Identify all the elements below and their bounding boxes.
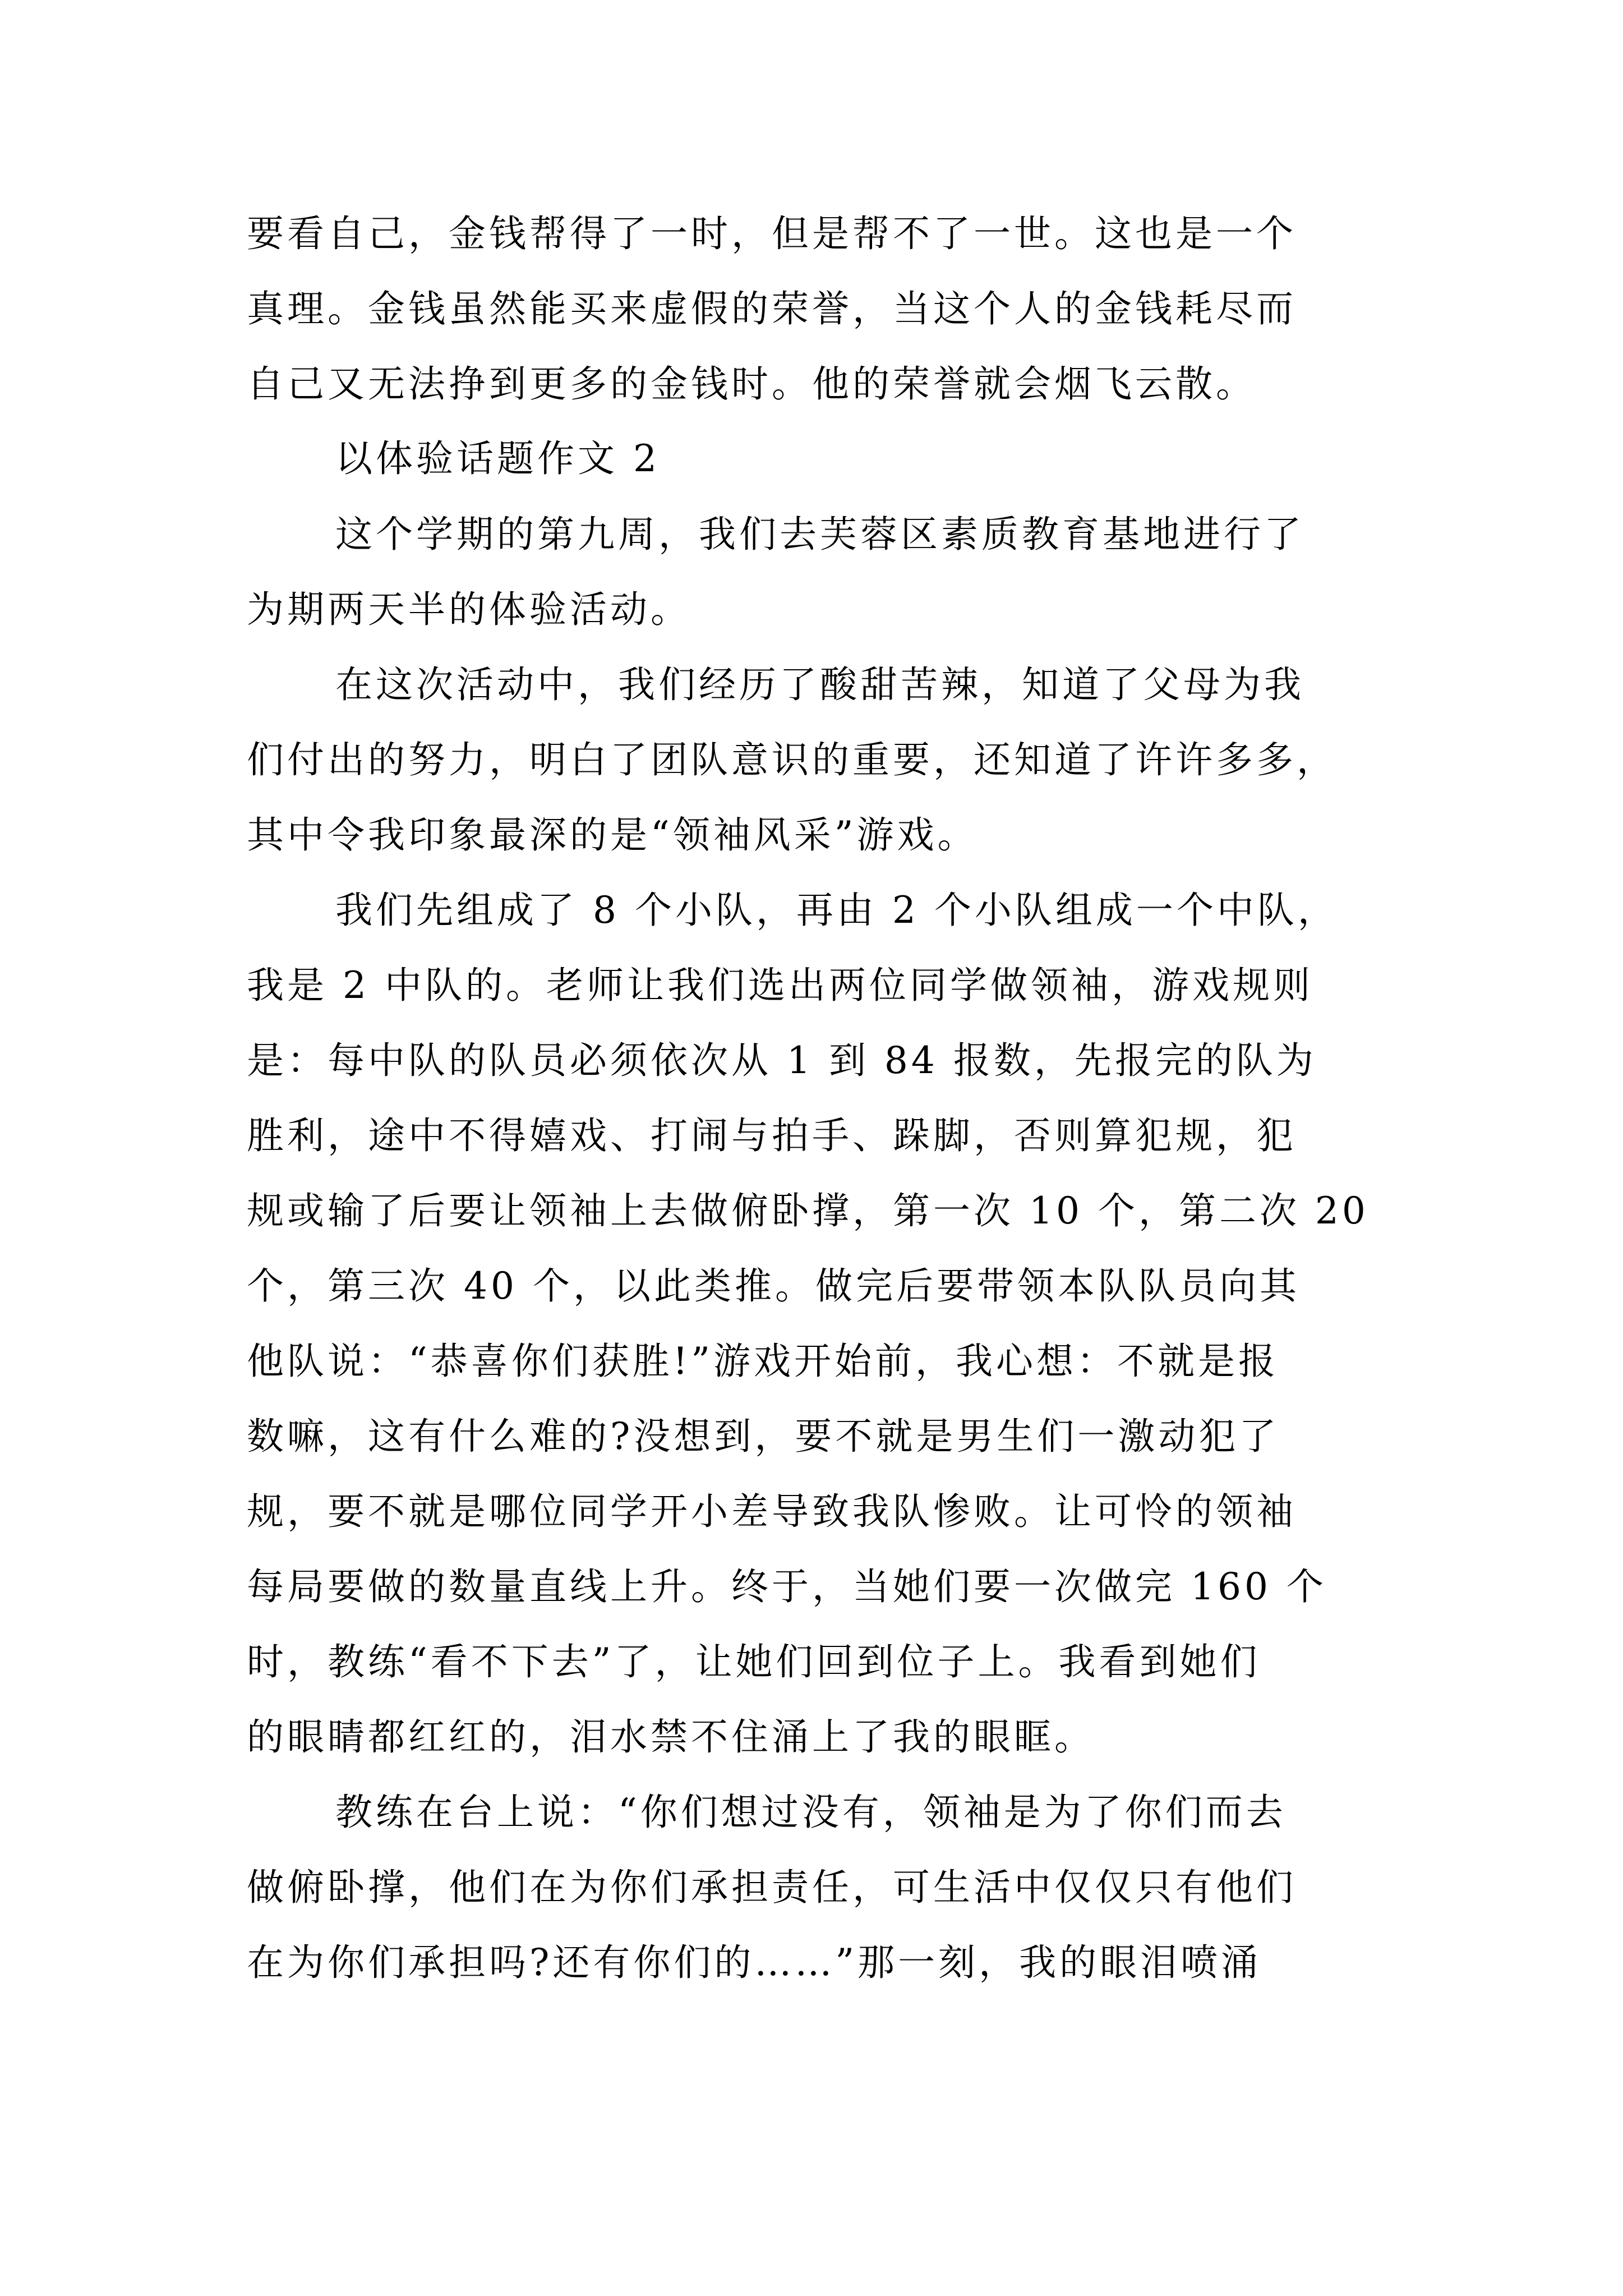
text-line: 这个学期的第九周，我们去芙蓉区素质教育基地进行了 xyxy=(335,513,1304,556)
text-line: 其中令我印象最深的是“领袖风采”游戏。 xyxy=(247,813,978,857)
text-line: 规，要不就是哪位同学开小差导致我队惨败。让可怜的领袖 xyxy=(247,1490,1297,1533)
text-line: 的眼睛都红红的，泪水禁不住涌上了我的眼眶。 xyxy=(247,1715,1095,1759)
text-line: 是：每中队的队员必须依次从 1 到 84 报数，先报完的队为 xyxy=(247,1039,1317,1082)
text-line: 我是 2 中队的。老师让我们选出两位同学做领袖，游戏规则 xyxy=(247,964,1313,1007)
text-line: 教练在台上说：“你们想过没有，领袖是为了你们而去 xyxy=(335,1791,1287,1834)
text-line: 要看自己，金钱帮得了一时，但是帮不了一世。这也是一个 xyxy=(247,212,1297,255)
text-line: 我们先组成了 8 个小队，再由 2 个小队组成一个中队， xyxy=(335,889,1338,932)
text-line: 个，第三次 40 个，以此类推。做完后要带领本队队员向其 xyxy=(247,1264,1300,1308)
text-line: 胜利，途中不得嬉戏、打闹与拍手、跺脚，否则算犯规，犯 xyxy=(247,1114,1297,1157)
text-line: 为期两天半的体验活动。 xyxy=(247,588,691,631)
text-line: 每局要做的数量直线上升。终于，当她们要一次做完 160 个 xyxy=(247,1565,1327,1608)
text-line: 们付出的努力，明白了团队意识的重要，还知道了许许多多， xyxy=(247,738,1337,781)
text-line: 他队说：“恭喜你们获胜!”游戏开始前，我心想：不就是报 xyxy=(247,1340,1279,1383)
text-line: 时，教练“看不下去”了，让她们回到位子上。我看到她们 xyxy=(247,1640,1261,1683)
text-line: 数嘛，这有什么难的?没想到，要不就是男生们一激动犯了 xyxy=(247,1415,1280,1458)
text-line: 在为你们承担吗?还有你们的……”那一刻，我的眼泪喷涌 xyxy=(247,1941,1262,1984)
text-line: 自己又无法挣到更多的金钱时。他的荣誉就会烟飞云散。 xyxy=(247,362,1256,406)
text-line: 在这次活动中，我们经历了酸甜苦辣，知道了父母为我 xyxy=(335,663,1304,706)
section-heading: 以体验话题作文 2 xyxy=(335,437,660,480)
text-line: 做俯卧撑，他们在为你们承担责任，可生活中仅仅只有他们 xyxy=(247,1866,1297,1909)
text-line: 真理。金钱虽然能买来虚假的荣誉，当这个人的金钱耗尽而 xyxy=(247,287,1297,330)
text-line: 规或输了后要让领袖上去做俯卧撑，第一次 10 个，第二次 20 xyxy=(247,1189,1369,1232)
